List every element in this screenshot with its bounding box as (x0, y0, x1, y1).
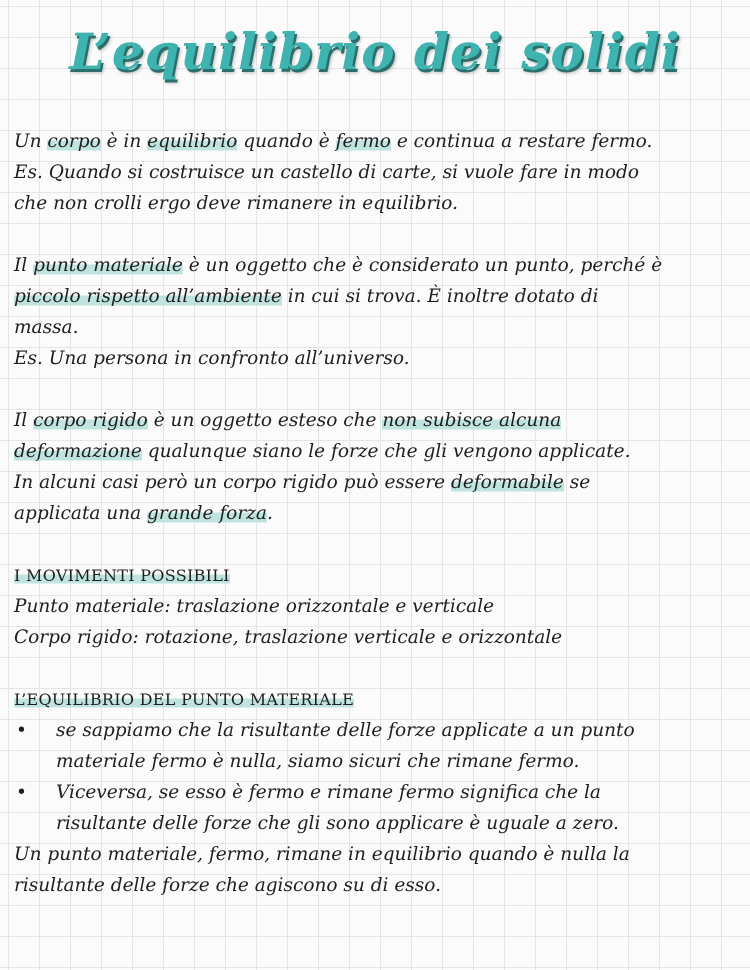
text-span: in cui si trova. È inoltre dotato di (281, 286, 599, 307)
highlight-punto-materiale: punto materiale (33, 255, 183, 276)
highlight-grande-forza: grande forza (147, 503, 267, 524)
heading-equilibrio-punto: L’EQUILIBRIO DEL PUNTO MATERIALE (14, 690, 355, 709)
text-span: se (563, 472, 591, 493)
text-line (14, 467, 744, 498)
bullet-icon: • (16, 720, 27, 741)
section-heading (14, 560, 744, 591)
text-line (14, 250, 744, 281)
text-span: . (266, 503, 273, 524)
text-line: Un punto materiale, fermo, rimane in equilibrio quando è nulla la (14, 844, 630, 865)
highlight-equilibrio: equilibrio (147, 131, 238, 152)
text-line (14, 281, 744, 312)
text-span: qualunque siano le forze che gli vengono applicate. (141, 441, 631, 462)
text-span: Un (14, 131, 48, 152)
text-span: e continua a restare fermo. (390, 131, 653, 152)
text-span: Il (14, 255, 34, 276)
text-line: Punto materiale: traslazione orizzontale e verticale (14, 596, 495, 617)
text-line: massa. (14, 317, 79, 338)
highlight-non-subisce: non subisce alcuna (382, 410, 562, 431)
bullet-item (14, 777, 744, 808)
text-span: quando è (237, 131, 336, 152)
heading-movimenti: I MOVIMENTI POSSIBILI (14, 566, 230, 585)
text-line (14, 498, 744, 529)
highlight-deformabile: deformabile (451, 472, 564, 493)
text-span: è un oggetto che è considerato un punto, perché è (182, 255, 663, 276)
text-span: è un oggetto esteso che (147, 410, 383, 431)
text-span: Viceversa, se esso è fermo e rimane fermo significa che la (56, 782, 601, 803)
text-span: In alcuni casi però un corpo rigido può essere (14, 472, 451, 493)
text-line (14, 126, 744, 157)
highlight-corpo-rigido: corpo rigido (33, 410, 148, 431)
text-line: Es. Una persona in confronto all’universo. (14, 348, 410, 369)
page-title: L’equilibrio dei solidi (69, 22, 681, 81)
text-line: Corpo rigido: rotazione, traslazione verticale e orizzontale (14, 627, 563, 648)
text-line (14, 436, 744, 467)
text-line: risultante delle forze che agiscono su di esso. (14, 875, 441, 896)
text-span: è in (100, 131, 148, 152)
highlight-fermo: fermo (335, 131, 391, 152)
highlight-deformazione: deformazione (14, 441, 142, 462)
text-span: Il (14, 410, 34, 431)
text-line: materiale fermo è nulla, siamo sicuri che rimane fermo. (56, 751, 580, 772)
section-heading (14, 684, 744, 715)
bullet-icon: • (16, 782, 27, 803)
notes-body (14, 126, 744, 901)
highlight-piccolo-rispetto: piccolo rispetto all’ambiente (14, 286, 282, 307)
highlight-corpo: corpo (47, 131, 101, 152)
text-line: Es. Quando si costruisce un castello di carte, si vuole fare in modo (14, 162, 640, 183)
text-span: applicata una (14, 503, 148, 524)
text-line: che non crolli ergo deve rimanere in equilibrio. (14, 193, 458, 214)
text-span: se sappiamo che la risultante delle forze applicate a un punto (56, 720, 635, 741)
text-line (14, 405, 744, 436)
bullet-item (14, 715, 744, 746)
text-line: risultante delle forze che gli sono applicare è uguale a zero. (56, 813, 619, 834)
